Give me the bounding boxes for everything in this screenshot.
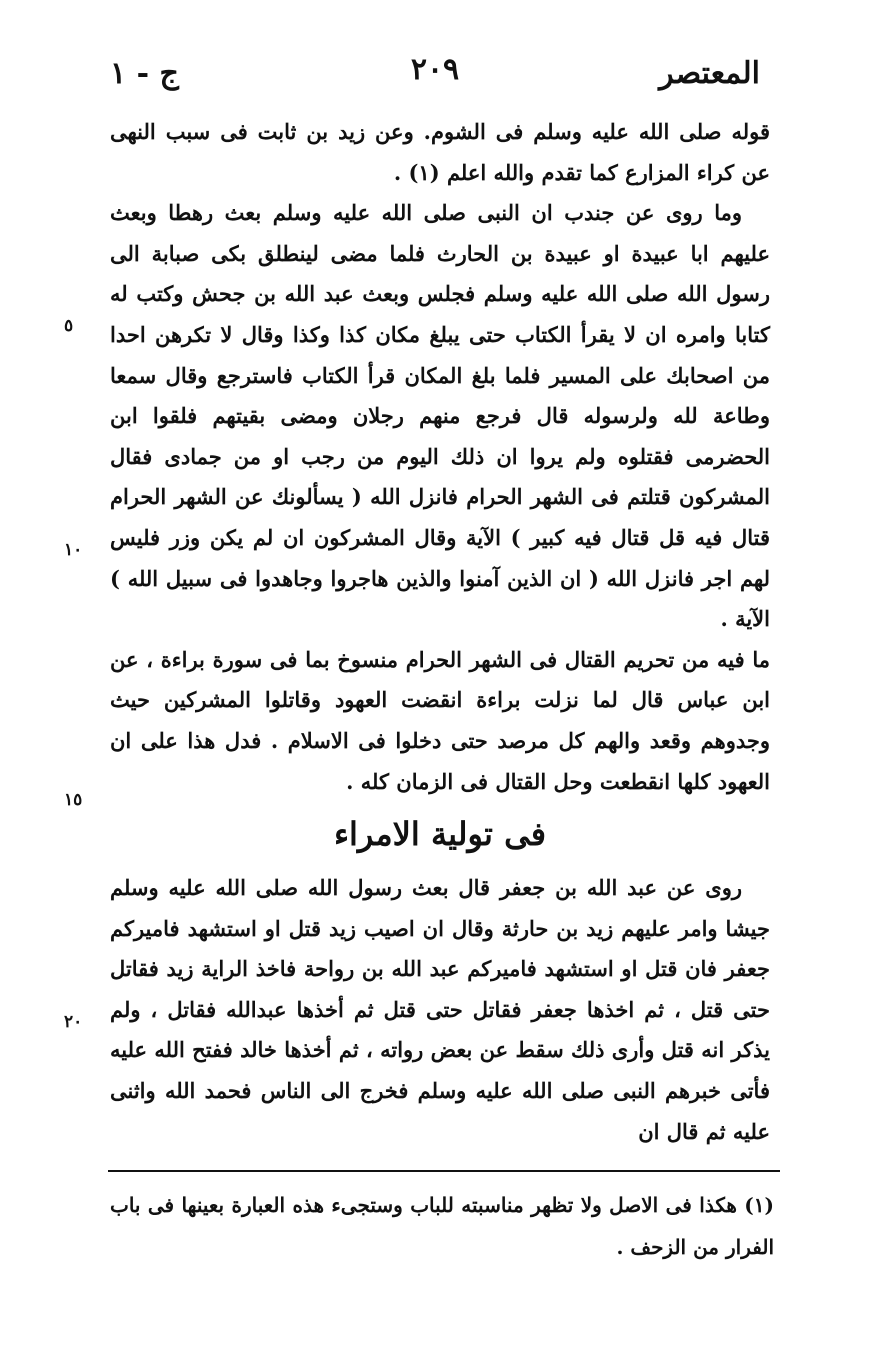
paragraph-1: قوله صلى الله عليه وسلم فى الشوم. وعن زيد بن ثابت فى سبب النهى عن كراء المزارع كما تقدم والله اعلم (١) .: [110, 119, 770, 185]
page-number: ٢٠٩: [410, 52, 460, 87]
line-number-20: ٢٠: [64, 1012, 83, 1032]
paragraph-4: روى عن عبد الله بن جعفر قال بعث رسول الله صلى الله عليه وسلم جيشا وامر عليهم زيد بن حارثة وقال ان اصيب زيد قتل او استشهد فاميركم جعفر فان قتل او استشهد فاميركم عبد الله بن رواحة فاخذ الراية زيد فقاتل حتى قتل ، ثم اخذها جعفر فقاتل حتى قتل ثم أخذها عبدالله فقاتل ، ولم يذكر انه قتل وأرى ذلك سقط عن بعض رواته ، ثم أخذها خالد ففتح الله عليه فأتى خبرهم النبى صلى الله عليه وسلم فخرج الى الناس فحمد الله واثنى عليه ثم قال ان: [110, 875, 770, 1144]
footnote-text: (١) هكذا فى الاصل ولا تظهر مناسبته للباب وستجىء هذه العبارة بعينها فى باب الفرار من الزحف .: [110, 1193, 774, 1259]
paragraph-2: وما روى عن جندب ان النبى صلى الله عليه وسلم بعث رهطا وبعث عليهم ابا عبيدة او عبيدة بن الحارث فلما مضى لينطلق بكى صبابة الى رسول الله صلى الله عليه وسلم فجلس وبعث عبد الله بن جحش وكتب له كتابا وامره ان لا يقرأ الكتاب حتى يبلغ مكان كذا وكذا وقال لا تكرهن احدا من اصحابك على المسير فلما بلغ المكان قرأ الكتاب فاسترجع وقال سمعا وطاعة لله ولرسوله قال فرجع منهم رجلان ومضى بقيتهم فلقوا ابن الحضرمى فقتلوه ولم يروا ان ذلك اليوم من رجب او من جمادى فقال المشركون قتلتم فى الشهر الحرام فانزل الله ( يسألونك عن الشهر الحرام قتال فيه قل قتال فيه كبير ) الآية وقال المشركون ان لم يكن وزر فليس لهم اجر فانزل الله ( ان الذين آمنوا والذين هاجروا وجاهدوا فى سبيل الله ) الآية .: [110, 200, 770, 632]
paragraph-3: ما فيه من تحريم القتال فى الشهر الحرام منسوخ بما فى سورة براءة ، عن ابن عباس قال لما نزلت براءة انقضت العهود وقاتلوا المشركين حيث وجدوهم وقعد والهم كل مرصد حتى دخلوا فى الاسلام . فدل هذا على ان العهود كلها انقطعت وحل القتال فى الزمان كله .: [110, 646, 770, 794]
volume-label: ج - ١: [110, 56, 179, 91]
footnote: [110, 1184, 774, 1268]
line-number-5: ٥: [64, 316, 74, 336]
main-text: [110, 112, 770, 1152]
book-title: المعتصر: [659, 56, 760, 91]
page-header: [110, 52, 760, 102]
footnote-divider: [108, 1170, 780, 1172]
line-number-10: ١٠: [64, 540, 83, 560]
line-number-15: ١٥: [64, 790, 83, 810]
section-heading: فى تولية الامراء: [333, 815, 547, 854]
